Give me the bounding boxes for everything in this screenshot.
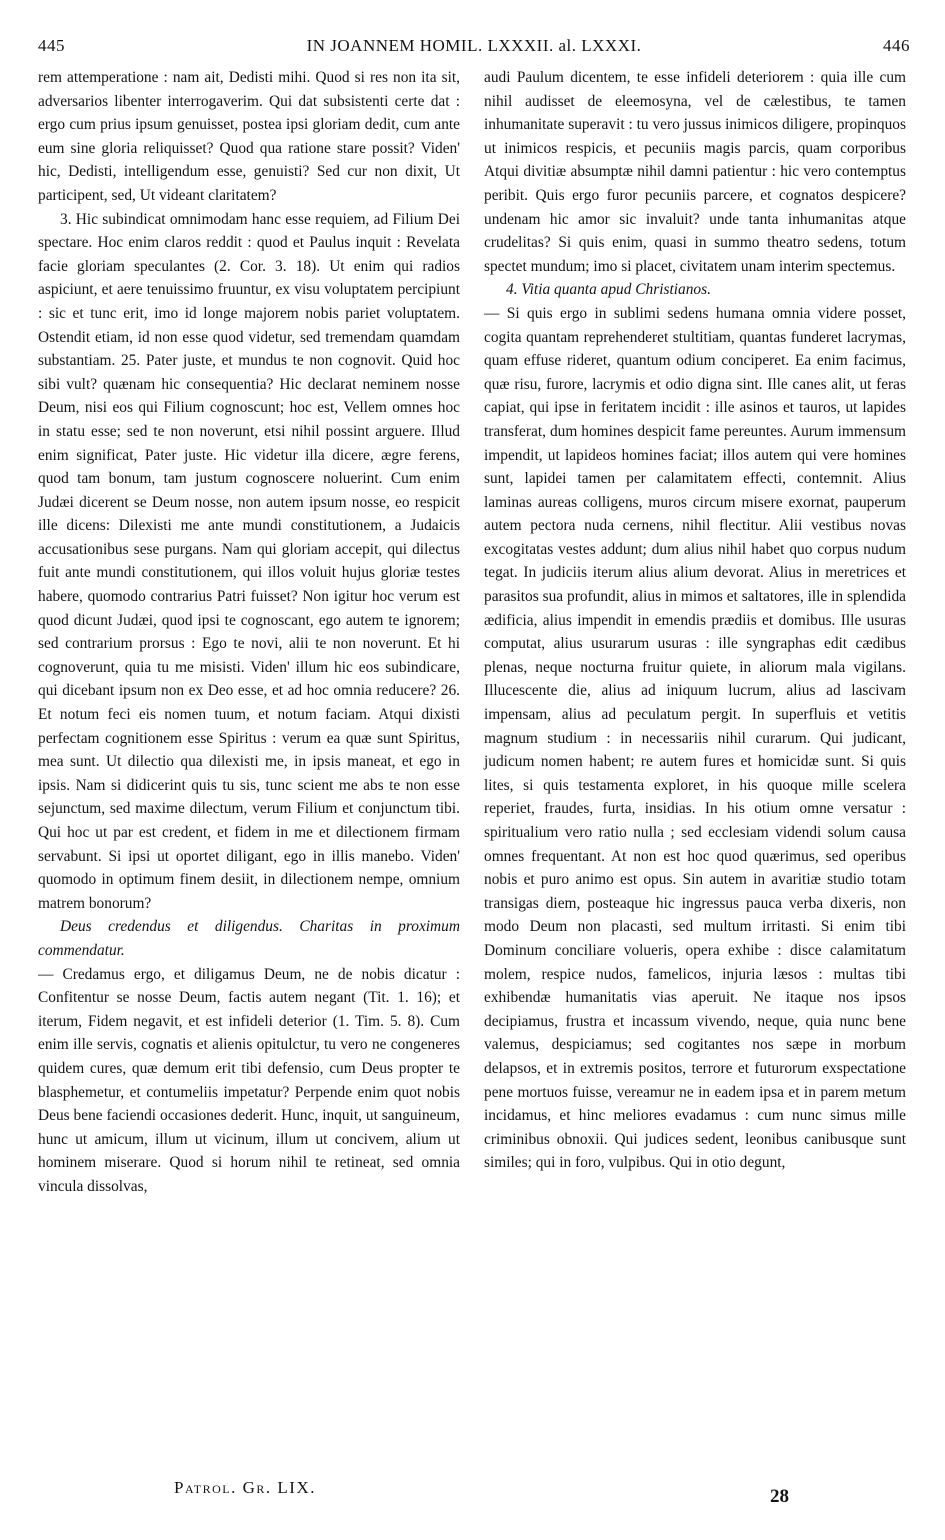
right-column	[484, 66, 906, 1175]
paragraph: — Credamus ergo, et diligamus Deum, ne de nobis dicatur : Confitentur se nosse Deum, factis autem negant (Tit. 1. 16); et iterum, Fidem negavit, et est infideli deterior (1. Tim. 5. 8). Cum enim ille servis, cognatis et alienis opitulctur, tu vero ne congeneres quidem cures, quæ demum erit tibi defensio, cum Deus propter te blasphemetur, et contumeliis impetatur? Perpende enim quot nobis Deus bene faciendi occasiones dederit. Hunc, inquit, ut sanguineum, hunc ut amicum, illum ut vicinum, illum ut concivem, alium ut hominem miserare. Quod si horum nihil te retineat, sed omnia vincula dissolvas,	[38, 965, 460, 1195]
paragraph: audi Paulum dicentem, te esse infideli deteriorem : quia ille cum nihil audisset de eleemosyna, vel de cælestibus, te tamen inhumanitate superavit : tu vero jussus inimicos diligere, propinquos ut inimicos respicis, et pecuniis magis parcis, quam corporibus Atqui divitiæ absumptæ nihil damni patientur : hic vero contemptus peribit. Quis ergo furor pecuniis parcere, et cognatos despicere? undenam hic amor sic invaluit? unde tanta inhumanitas atque crudelitas? Si quis enim, quasi in summo theatro sedens, totum spectet mundum; imo si placet, civitatem unam interim spectemus.	[484, 69, 906, 275]
paragraph: — Si quis ergo in sublimi sedens humana omnia videre posset, cogita quantam reprehenderet stultitiam, quantas funderet lacrymas, quam effuse rideret, quantum odium conciperet. Ea enim facimus, quæ risu, furore, lacrymis et odio digna sint. Ille canes alit, ut feras capiat, qui ipse in feritatem incidit : ille asinos et tauros, ut lapides transferat, dum homines despicit fame pereuntes. Aurum immensum impendit, ut lapideos homines faciat; illos autem qui vere homines sunt, lapidei tamen per calamitatem effecti, contemnit. Alius laminas aureas colligens, muros circum misere exornat, pauperum autem pectora nuda cernens, nihil flectitur. Alii vestibus novas excogitatas vestes addunt; dum alius nihil habet quo corpus nudum tegat. In judiciis iterum alius alium devorat. Alius in meretrices et parasitos sua profundit, alius in mimos et saltatores, ille in splendida ædificia, alius impendit in emendis prædiis et domibus. Ille usuras computat, alius usurarum usuras : ille syngraphas edit cædibus plenas, neque nocturna fruitur quiete, in aliorum mala vigilans. Illucescente die, alius ad iniquum lucrum, alius ad lascivam impensam, alius ad peculatum pergit. In superfluis et vetitis magnum studium : in necessariis nihil curarum. Qui judicant, judicum nomen habent; re autem fures et homicidæ sunt. Si quis lites, si quis testamenta exploret, in his quoque mille scelera reperiet, fraudes, furta, insidias. In his otium omne versatur : spiritualium vero ratio nulla ; sed ecclesiam videndi solum causa omnes frequentant. At non est hoc quod quærimus, sed operibus nobis et puro animo est opus. Sin autem in avaritiæ studio totam transigas diem, posteaque hic ingressus pauca verba dixeris, non modo Deum non placasti, sed multum irritasti. Si enim tibi Dominum conciliare volueris, opera exhibe : disce calamitatum molem, respice nudos, famelicos, injuria læsos : multas tibi exhibendæ humanitatis vias aperuit. Ne itaque nos ipsos decipiamus, frustra et incassum vivendo, neque, quia nunc bene valemus, despiciamus; sed cogitantes nos sæpe in morbum delapsos, et in extremis positos, terrore et futurorum exspectatione pene mortuos fuisse, vereamur ne in eadem ipsa et in parem metum incidamus, et hinc meliores evadamus : cum nunc simus mille criminibus obnoxii. Qui judices sedent, leonibus canibusque sunt similes; qui in foro, vulpibus. Qui in otio degunt,	[484, 304, 906, 1172]
signature-mark: Patrol. Gr. LIX.	[174, 1478, 316, 1497]
section-heading: Deus credendus et diligendus. Charitas in proximum commendatur.	[38, 918, 460, 959]
paragraph: 3. Hic subindicat omnimodam hanc esse requiem, ad Filium Dei spectare. Hoc enim claros reddit : quod et Paulus inquit : Revelata facie gloriam speculantes (2. Cor. 3. 18). Ut enim qui radios aspiciunt, et aere tenuissimo fruuntur, ex visu voluptatem percipiunt : sic et tunc erit, imo id longe majorem nobis pariet voluptatem. Ostendit etiam, id non esse quod videtur, sed tremendam quamdam substantiam. 25. Pater juste, et mundus te non cognovit. Quid hoc sibi vult? quænam hic consequentia? Hic declarat neminem nosse Deum, nisi eos qui Filium cognoscunt; hoc est, Vellem omnes hoc in statu esse; sed te non noverunt, etsi nihil possint arguere. Illud enim significat, Pater juste. Hic videtur illa dicere, ægre ferens, quod tam bonum, tam justum cognoscere noluerint. Cum enim Judæi dicerent se Deum nosse, non autem ipsum nosse, eo respicit ille dicens: Dilexisti me ante mundi constitutionem, a Judaicis accusationibus sese purgans. Nam qui gloriam accepit, qui dilectus fuit ante mundi constitutionem, qui illos voluit hujus gloriæ testes habere, quomodo contrarius Patri fuisset? Non igitur hoc verum est quod dicunt Judæi, quod ipsi te cognoscant, ego autem te ignorem; sed contrarium prorsus : Ego te novi, alii te non noverunt. Et hi cognoverunt, quia tu me misisti. Viden' illum hic eos subindicare, qui dicebant ipsum non ex Deo esse, et ad hoc omnia reducere? 26. Et notum feci eis nomen tuum, et notum faciam. Atqui dixisti perfectam cognitionem esse Spiritus : verum ea quæ sunt Spiritus, mea sunt. Ut dilectio qua dilexisti me, in ipsis maneat, et ego in ipsis. Nam si didicerint quis tu sis, tunc scient me abs te non esse sejunctum, sed maxime dilectum, verum Filium et conjunctum tibi. Qui hoc ut par est credent, et fidem in me et dilectionem firmam servabunt. Si ipsi ut oportet diligant, ego in illis manebo. Viden' quomodo in optimum finem desiit, in dilectionem nempe, omnium matrem bonorum?	[38, 210, 460, 912]
sheet-number: 28	[770, 1486, 789, 1507]
running-head	[38, 36, 910, 64]
running-title: IN JOANNEM HOMIL. LXXXII. al. LXXXI.	[306, 36, 642, 55]
page-number-left: 445	[38, 36, 65, 55]
page-number-right: 446	[883, 36, 910, 55]
paragraph: rem attemperatione : nam ait, Dedisti mihi. Quod si res non ita sit, adversarios libenter interrogaverim. Qui dat subsistenti certe dat : ergo cum prius ipsum genuisset, postea ipsi gloriam dedit, cum ante eum sine gloria reliquisset? Quod qua ratione stare possit? Viden' hic, Dedisti, intelligendum esse, genuisti? Sed cur non dixit, Ut participent, sed, Ut videant claritatem?	[38, 69, 460, 204]
section-heading: 4. Vitia quanta apud Christianos.	[506, 281, 711, 299]
left-column	[38, 66, 460, 1199]
